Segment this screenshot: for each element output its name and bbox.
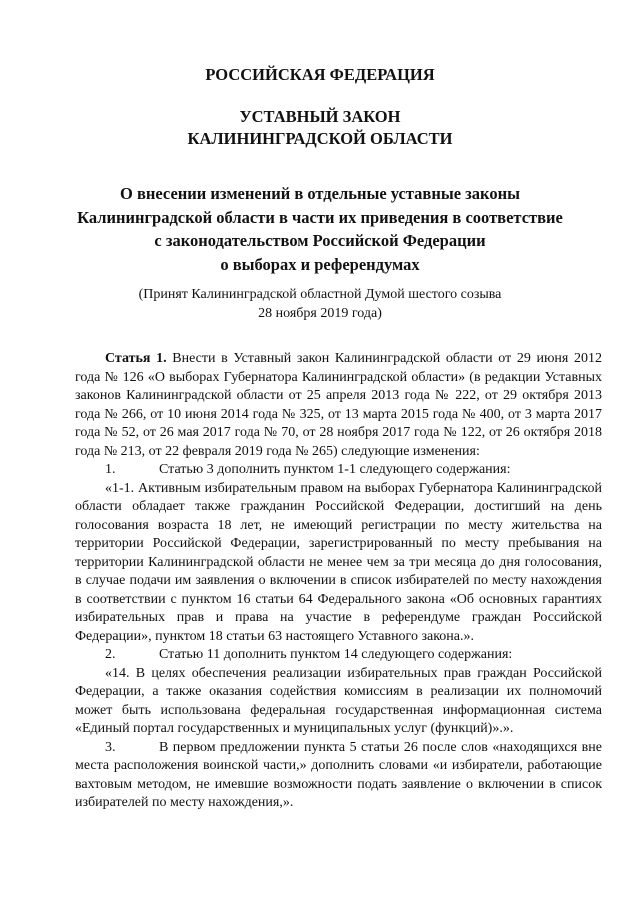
title-line: Калининградской области в части их приведения в соответствие — [77, 207, 563, 227]
item-1-quote: «1-1. Активным избирательным правом на выборах Губернатора Калининградской области обладает также гражданин Российской Федерации, достигший на день голосования возраста 18 лет, не имеющий регистрации по месту жительства на территории Российской Федерации, зарегистрированный по месту пребывания на территории Калининградской области не менее чем за три месяца до дня голосования, в случае подачи им заявления о включении в список избирателей по месту нахождения в соответствии с пунктом 16 статьи 64 Федерального закона «Об основных гарантиях избирательных прав и права на участие в референдуме граждан Российской Федерации», пунктом 18 статьи 63 настоящего Уставного закона.». — [75, 480, 602, 644]
law-type-heading — [0, 106, 640, 150]
adoption-note — [0, 285, 640, 323]
item-2-quote: «14. В целях обеспечения реализации избирательных прав граждан Российской Федерации, а также оказания содействия комиссиям в реализации их полномочий может быть использована федеральная государственная информационная система «Единый портал государственных и муниципальных услуг (функций)».». — [75, 665, 602, 736]
item-text: В первом предложении пункта 5 статьи 26 после слов «находящихся вне места расположения воинской части,» дополнить словами «и избиратели, работающие вахтовым методом, не имевшие возможности подать заявление о включении в список избирателей по месту нахождения,». — [75, 739, 602, 810]
title-line: О внесении изменений в отдельные уставные законы — [120, 184, 520, 203]
law-body — [75, 350, 602, 813]
item-3 — [75, 739, 602, 813]
item-number: 2. — [105, 647, 116, 662]
article-intro-text: Внести в Уставный закон Калининградской области от 29 июня 2012 года № 126 «О выборах Губернатора Калининградской области» (в редакции Уставных законов Калининградской области от 25 апреля 2013 года № 222, от 29 октября 2013 года № 266, от 10 июня 2014 года № 325, от 13 марта 2015 года № 400, от 3 марта 2017 года № 52, от 26 мая 2017 года № 70, от 28 ноября 2017 года № 122, от 26 октября 2018 года № 213, от 22 февраля 2019 года № 265) следующие изменения: — [75, 351, 603, 459]
law-type-line: УСТАВНЫЙ ЗАКОН — [239, 107, 401, 126]
law-title — [0, 182, 640, 276]
law-type-region-line: КАЛИНИНГРАДСКОЙ ОБЛАСТИ — [187, 129, 453, 148]
item-2 — [75, 646, 602, 665]
article-label: Статья 1. — [105, 351, 167, 366]
title-line: о выборах и референдумах — [220, 254, 420, 274]
item-text: Статью 3 дополнить пунктом 1-1 следующего содержания: — [159, 462, 511, 477]
article-1-intro — [75, 350, 602, 461]
item-number: 3. — [105, 739, 116, 755]
adoption-note-line: (Принят Калининградской областной Думой шестого созыва — [138, 287, 502, 302]
item-number: 1. — [105, 462, 116, 477]
adoption-date-line: 28 ноября 2019 года) — [258, 306, 382, 321]
item-text: Статью 11 дополнить пунктом 14 следующего содержания: — [159, 647, 513, 662]
title-line: с законодательством Российской Федерации — [154, 231, 486, 250]
country-heading: РОССИЙСКАЯ ФЕДЕРАЦИЯ — [205, 65, 435, 84]
item-1 — [75, 461, 602, 480]
